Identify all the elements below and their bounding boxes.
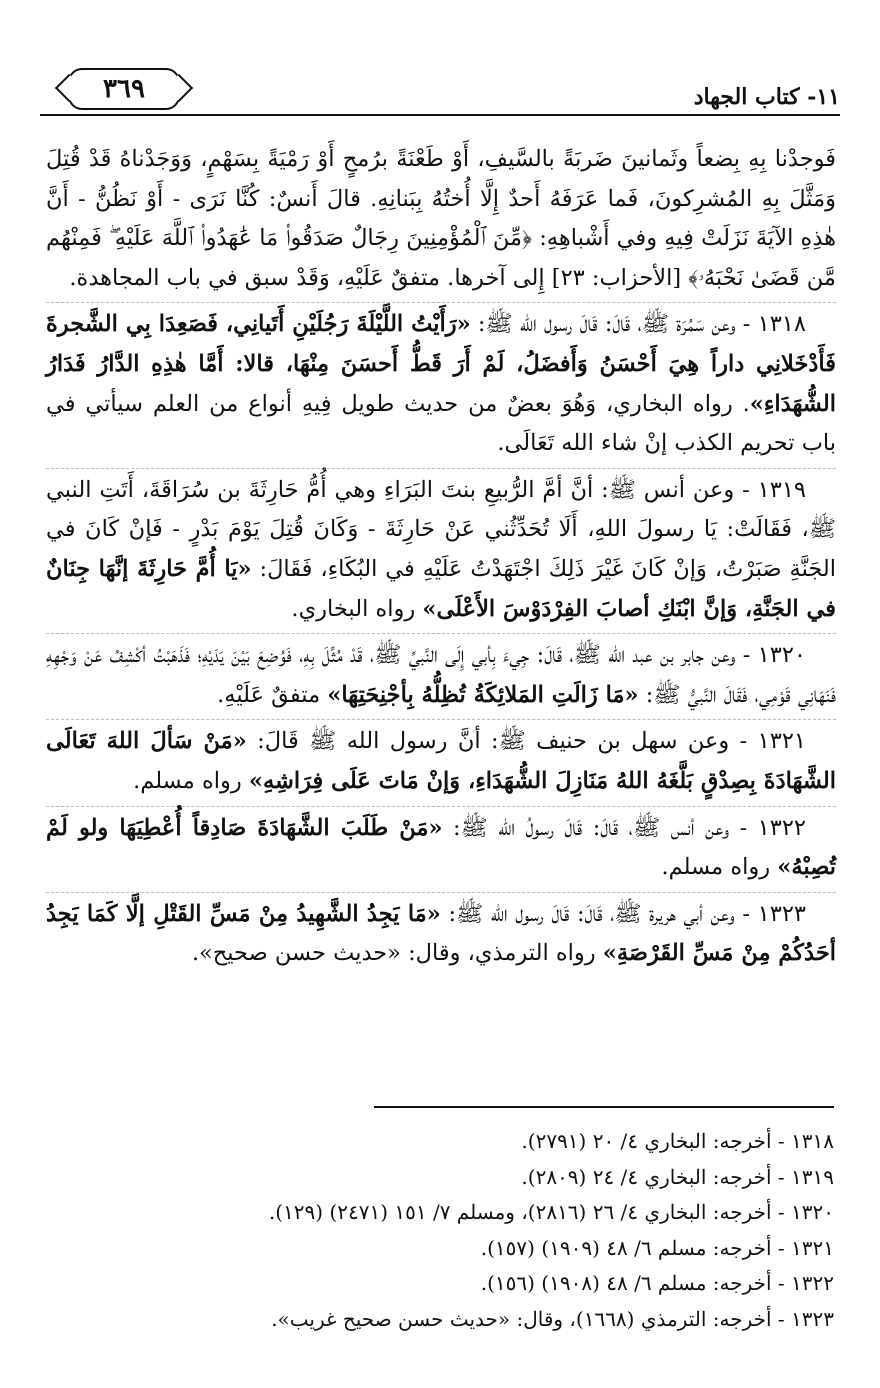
footnote-1319: ١٣١٩ - أخرجه: البخاري ٤/ ٢٤ (٢٨٠٩). [521, 1164, 834, 1189]
main-text [46, 140, 836, 978]
chapter-title: ١١- كتاب الجهاد [693, 84, 840, 110]
hadith-source: رواه البخاري. [291, 595, 423, 622]
hadith-1320 [46, 633, 836, 715]
header-divider [40, 114, 840, 116]
hadith-source: رواه الترمذي، وقال: «حديث حسن صحيح». [191, 940, 603, 967]
hadith-quote: «رَأَيْتُ اللَّيْلَةَ رَجُلَيْنِ أَتَيانِي، فَصَعِدَا بِي الشَّجرةَ فَأَدْخَلانِي داراً هِيَ أَحْسَنُ وَأَفضَلُ، لَمْ أَرَ قَطُّ أَحسَنَ مِنْهَا، قالا: أَمَّا هٰذِهِ الدَّارُ فَدَارُ الشُّهَدَاءِ» [46, 311, 836, 417]
hadith-intro: ١٣٢٣ - وعن أبي هريرة ﷺ، قَالَ: قَالَ رسول الله ﷺ: [440, 900, 806, 927]
footnote-divider [374, 1106, 834, 1108]
hadith-1318 [46, 302, 836, 463]
text-run: فَوجدْنا بِهِ بِضعاً وثَمانينَ ضَربَةً بالسَّيفِ، أَوْ طَعْنَةً برُمحٍ أَوْ رَمْيَةً بِسَهْمٍ، وَوَجَدْناهُ قَدْ قُتِلَ وَمَثَّلَ بِهِ المُشرِكونَ، فَما عَرَفَهُ أَحدٌ إِلَّا أُختُهُ بِبَنانِهِ. قالَ أَنسٌ: كُنَّا نَرَى - أَوْ نَظُنُّ - أَنَّ هٰذِهِ الآيَةَ نَزَلَتْ فِيهِ وفي أَشْباهِهِ: ﴿مِّنَ ٱلْمُؤْمِنِينَ رِجَالٌ صَدَقُوا۟ مَا عَٰهَدُوا۟ ٱللَّهَ عَلَيْهِ ۖ فَمِنْهُم مَّن قَضَىٰ نَحْبَهُۥ﴾ [الأحزاب: ٢٣] إِلى آخرها. متفقٌ عَلَيْهِ، وَقَدْ سبق في باب المجاهدة. [46, 146, 836, 291]
hadith-source: رواه مسلم. [133, 767, 249, 794]
hadith-intro: ١٣٢١ - وعن سهل بن حنيف ﷺ: أنَّ رسول الله ﷺ قَالَ: [246, 728, 807, 755]
page-number: ٣٦٩ [103, 74, 145, 104]
footnote-1323: ١٣٢٣ - أخرجه: الترمذي (١٦٦٨)، وقال: «حديث حسن صحيح غريب». [271, 1306, 834, 1331]
hadith-1322 [46, 806, 836, 888]
hadith-1319 [46, 468, 836, 629]
footnotes [44, 1124, 834, 1337]
footnote-1322: ١٣٢٢ - أخرجه: مسلم ٦/ ٤٨ (١٩٠٨) (١٥٦). [480, 1271, 834, 1295]
page-header [40, 62, 840, 114]
hadith-source: رواه مسلم. [661, 854, 778, 881]
hadith-intro: ١٣١٩ - وعن أنس ﷺ: أنَّ أمَّ الرُّبيعِ بنتَ البَرَاءِ وهي أُمُّ حَارِثَةَ بن سُرَاقَةَ، أَتَتِ النبي ﷺ، فَقَالَتْ: يَا رسولَ اللهِ، أَلَا تُحَدِّثُني عَنْ حَارِثَةَ - وَكَانَ قُتِلَ يَوْمَ بَدْرٍ - فَإنْ كَانَ في الجَنَّةِ صَبَرْتُ، وَإنْ كَانَ غَيْرَ ذَلِكَ اجْتَهَدْتُ عَلَيْهِ في البُكَاءِ، فَقَالَ: [46, 476, 837, 582]
hadith-quote: «مَا زَالَتِ المَلائِكَةُ تُظِلُّهُ بِأجْنِحَتِهَا» [327, 681, 639, 708]
page-number-frame [68, 68, 180, 110]
hadith-quote: «مَنْ طَلَبَ الشَّهَادَةَ صَادِقاً أُعْطِيَهَا ولو لَمْ تُصِبْهُ» [46, 814, 836, 881]
continuation-paragraph [46, 140, 836, 298]
hadith-intro: ١٣٢٠ - وعن جابر بن عبد الله ﷺ، قَالَ: جِيءَ بِأبي إِلَى النَّبيِّ ﷺ، قَدْ مُثِّلَ بِهِ، فَوُضِعَ بَيْنَ يَدَيْهِ؛ فَذَهَبْتُ أكْشِفُ عَنْ وَجْهِهِ فَنَهَانِي قَوْمِي، فَقَالَ النَّبيُّ ﷺ: [46, 642, 836, 708]
hadith-source: متفقٌ عَلَيْهِ. [217, 681, 328, 708]
footnote-1321: ١٣٢١ - أخرجه: مسلم ٦/ ٤٨ (١٩٠٩) (١٥٧). [480, 1235, 834, 1260]
hadith-quote: «يَا أُمَّ حَارِثَةَ إنَّهَا جِنَانٌ في الجَنَّةِ، وَإنَّ ابْنَكِ أصابَ الفِرْدَوْسَ الأَعْلَى» [46, 555, 836, 622]
hadith-source: . رواه البخاري، وَهُوَ بعضٌ من حديث طويل فِيهِ أنواع من العلم سيأتي في باب تحريم الكذب إنْ شاء الله تَعَالَى. [46, 390, 836, 457]
footnote-1318: ١٣١٨ - أخرجه: البخاري ٤/ ٢٠ (٢٧٩١). [521, 1129, 834, 1153]
hadith-quote: «مَا يَجِدُ الشَّهِيدُ مِنْ مَسِّ القَتْلِ إلَّا كَمَا يَجِدُ أحَدُكُمْ مِنْ مَسِّ القَرْصَةِ» [46, 900, 836, 967]
hadith-quote: «مَنْ سَألَ اللهَ تَعَالَى الشَّهَادَةَ بِصِدْقٍ بَلَّغَهُ اللهُ مَنَازِلَ الشُّهَدَاءِ، وَإنْ مَاتَ عَلَى فِرَاشِهِ» [46, 728, 836, 794]
hadith-1323 [46, 892, 836, 974]
hadith-1321 [46, 719, 836, 801]
hadith-intro: ١٣٢٢ - وعن أنس ﷺ، قَالَ: قَالَ رسولُ الله ﷺ: [442, 814, 806, 841]
hadith-intro: ١٣١٨ - وعن سَمُرَة ﷺ، قَالَ: قَالَ رسول الله ﷺ: [470, 311, 806, 338]
footnote-1320: ١٣٢٠ - أخرجه: البخاري ٤/ ٢٦ (٢٨١٦)، ومسلم ٧/ ١٥١ (٢٤٧١) (١٢٩). [268, 1200, 834, 1224]
